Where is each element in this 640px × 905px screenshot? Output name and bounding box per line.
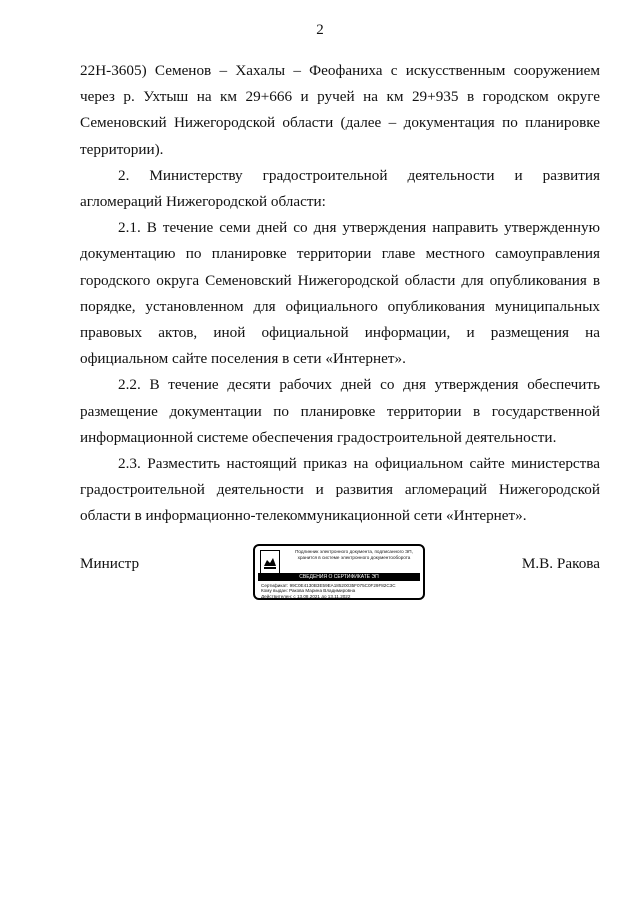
stamp-header-line2: хранится в системе электронного документооборота <box>297 554 411 560</box>
stamp-certificate: Сертификат: 99C0E4130B3E59EA18520035F075C0F29F82C3C <box>261 583 396 588</box>
stamp-details <box>261 583 396 599</box>
stamp-header <box>285 549 423 560</box>
paragraph: 2.1. В течение семи дней со дня утверждения направить утвержденную документацию по планировке территории главе местного самоуправления городского округа Семеновский Нижегородской области для опубликования в порядке, установленном для официального опубликования муниципальных правовых актов, иной официальной информации, и размещения на официальном сайте поселения в сети «Интернет». <box>80 219 600 368</box>
stamp-header-line1: Подлинник электронного документа, подписанного ЭП, <box>295 549 413 554</box>
signatory-name: М.В. Ракова <box>521 555 600 572</box>
paragraph: 2. Министерству градостроительной деятельности и развития агломераций Нижегородской области: <box>80 166 600 211</box>
document-body <box>80 58 600 530</box>
electronic-signature-stamp <box>253 544 425 600</box>
paragraph: 2.2. В течение десяти рабочих дней со дня утверждения обеспечить размещение документации по планировке территории в государственной информационной системе обеспечения градостроительной деятельности. <box>80 376 600 446</box>
paragraph: 2.3. Разместить настоящий приказ на официальном сайте министерства градостроительной деятельности и развития агломераций Нижегородской области в информационно-телекоммуникационной сети «Интернет». <box>80 455 600 525</box>
stamp-valid: Действителен: с 13.08.2021 до 13.11.2022 <box>261 593 351 599</box>
paragraph: 22Н-3605) Семенов – Хахалы – Феофаниха с искусственным сооружением через р. Ухтыш на км 29+666 и ручей на км 29+935 в городском округе Семеновский Нижегородской области (далее – документация по планировке территории). <box>80 62 600 158</box>
coat-of-arms-icon <box>260 550 280 574</box>
signatory-title: Министр <box>80 555 140 572</box>
page-number: 2 <box>316 22 324 38</box>
stamp-issued-to: Кому выдан: Ракова Марина Владимировна <box>261 588 356 594</box>
stamp-bar: СВЕДЕНИЯ О СЕРТИФИКАТЕ ЭП <box>258 573 420 581</box>
